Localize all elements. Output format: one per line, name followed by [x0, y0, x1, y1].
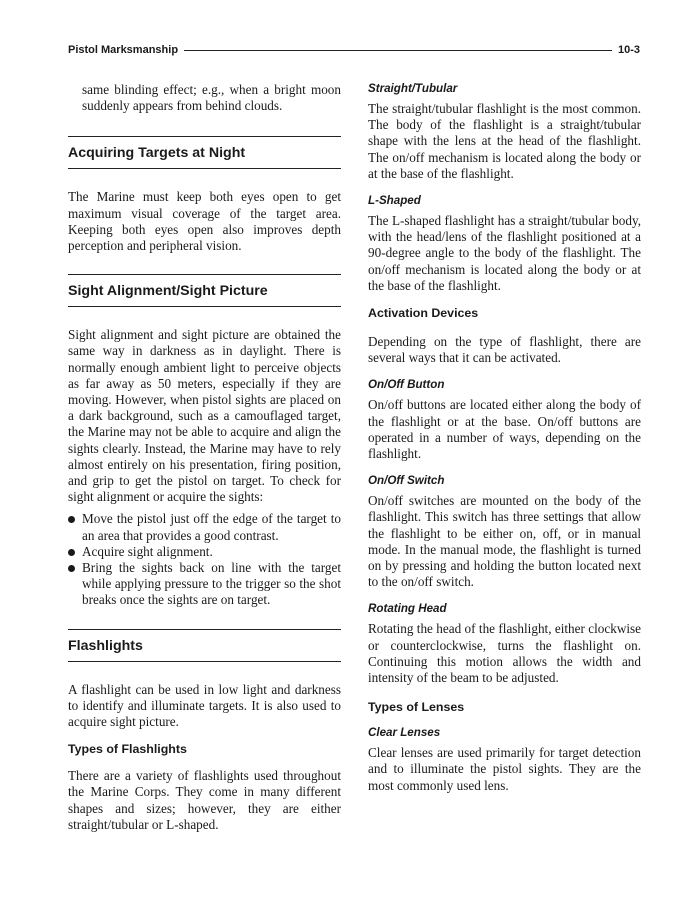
bullet-icon: [68, 565, 75, 572]
sight-check-list: [68, 511, 341, 608]
on-off-button-paragraph: On/off buttons are located either along the body of the flashlight or at the base. On/off buttons are operated in a number of ways, depending on the flashlight.: [368, 397, 641, 462]
header-rule: [184, 50, 612, 51]
bullet-icon: [68, 549, 75, 556]
running-header-title: Pistol Marksmanship: [68, 44, 179, 56]
minor-heading-straight-tubular: Straight/Tubular: [368, 82, 458, 95]
minor-heading-on-off-switch: On/Off Switch: [368, 474, 445, 488]
bullet-icon: [68, 516, 75, 523]
minor-heading-l-shaped: L-Shaped: [368, 194, 421, 208]
subheading-types-of-flashlights: Types of Flashlights: [68, 742, 187, 757]
clear-lenses-paragraph: Clear lenses are used primarily for target detection and to illuminate the pistol sights. They are the most commonly used lens.: [368, 745, 641, 793]
types-of-flashlights-paragraph: There are a variety of flashlights used throughout the Marine Corps. They come in many different shapes and sizes; however, they are either straight/tubular or L-shaped.: [68, 768, 341, 832]
minor-heading-on-off-button: On/Off Button: [368, 378, 445, 392]
activation-devices-paragraph: Depending on the type of flashlight, there are several ways that it can be activated.: [368, 334, 641, 366]
intro-paragraph: same blinding effect; e.g., when a bright moon suddenly appears from behind clouds.: [82, 82, 341, 114]
section-heading-sight-alignment: Sight Alignment/Sight Picture: [68, 275, 341, 307]
flashlights-paragraph: A flashlight can be used in low light and darkness to identify and illuminate targets. It is also used to acquire sight picture.: [68, 681, 341, 730]
list-item: Move the pistol just off the edge of the target to an area that provides a good contrast.: [68, 511, 341, 543]
right-column: [368, 82, 641, 794]
minor-heading-clear-lenses: Clear Lenses: [368, 726, 441, 740]
section-heading-flashlights: Flashlights: [68, 630, 341, 662]
minor-heading-rotating-head: Rotating Head: [368, 602, 447, 616]
subheading-types-of-lenses: Types of Lenses: [368, 700, 465, 715]
sight-alignment-paragraph: Sight alignment and sight picture are obtained the same way in darkness as in daylight. There is normally enough ambient light to perceive objects as far away as 50 meters, especially if they are moving. However, when pistol sights are placed on a dark background, such as a camouflaged target, the Marine may not be able to acquire and align the sights clearly. Instead, the Marine may have to rely almost entirely on his presentation, firing position, and grip to get the pistol on target. To check for sight alignment or acquire the sights:: [68, 327, 341, 505]
acquiring-targets-paragraph: The Marine must keep both eyes open to get maximum visual coverage of the target area. Keeping both eyes open also improves depth perception and peripheral vision.: [68, 189, 341, 254]
section-heading-acquiring-targets: Acquiring Targets at Night: [68, 137, 341, 169]
on-off-switch-paragraph: On/off switches are mounted on the body of the flashlight. This switch has three settings that allow the flashlight to be either on, off, or in manual mode. In the manual mode, the flashlight is turned on by pressing and holding the button located next to the on/off switch.: [368, 493, 641, 590]
subheading-activation-devices: Activation Devices: [368, 306, 479, 321]
running-header: [68, 42, 640, 58]
straight-tubular-paragraph: The straight/tubular flashlight is the most common. The body of the flashlight is a straight/tubular shape with the lens at the head of the flashlight. The on/off mechanism is located along the body or at the base of the flashlight.: [368, 101, 641, 181]
left-column: [68, 82, 341, 833]
list-item: Acquire sight alignment.: [68, 544, 341, 560]
l-shaped-paragraph: The L-shaped flashlight has a straight/tubular body, with the head/lens of the flashlight positioned at a 90-degree angle to the body of the flashlight. The on/off mechanism is located along the body or at the base of the flashlight.: [368, 213, 641, 293]
list-item: Bring the sights back on line with the target while applying pressure to the trigger so the shot breaks once the sights are on target.: [68, 560, 341, 609]
page-number: 10-3: [617, 44, 640, 56]
rotating-head-paragraph: Rotating the head of the flashlight, either clockwise or counterclockwise, turns the flashlight on. Continuing this motion allows the width and intensity of the beam to be adjusted.: [368, 621, 641, 686]
